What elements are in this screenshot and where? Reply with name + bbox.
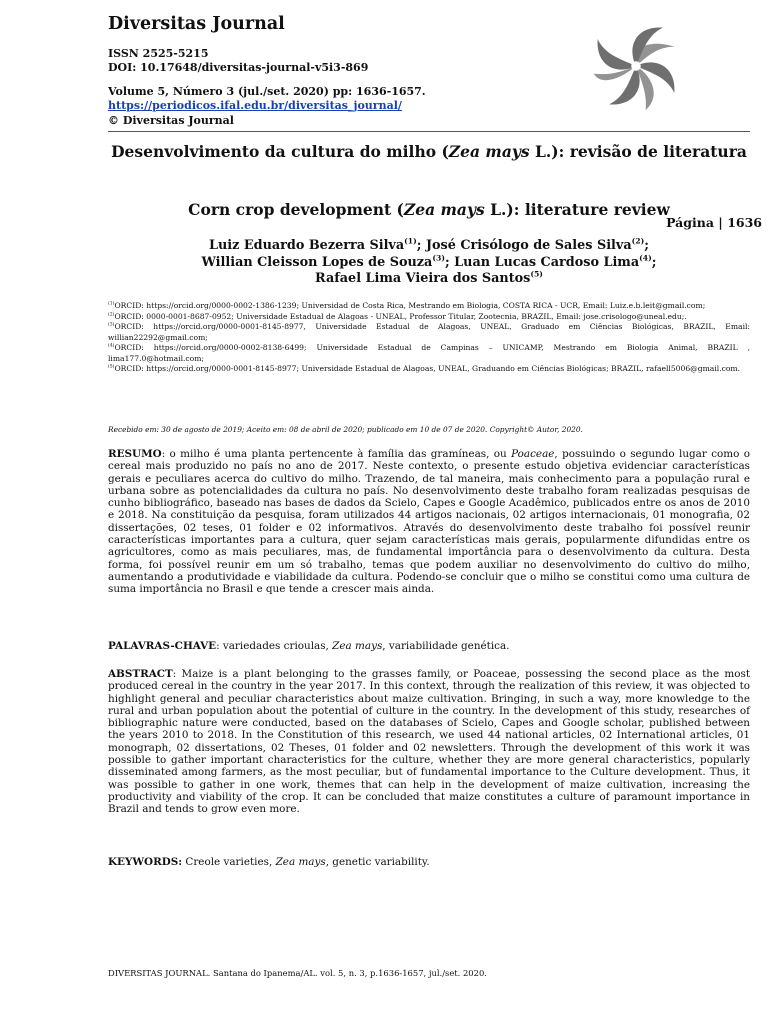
authors-line-1: Luiz Eduardo Bezerra Silva$^{(1)}$; José Crisólogo de Sales Silva$^{(2)}$; — [209, 236, 649, 253]
header-divider — [108, 131, 750, 132]
resumo-label: RESUMO — [108, 448, 162, 460]
resumo-paragraph: RESUMO: o milho é uma planta pertencente à família das gramíneas, ou Poaceae, possuindo o segundo lugar como o cereal mais produzido no país no ano de 2017. Neste contexto, o presente estudo objetiva evidenciar características gerais e peculiares acerca do cultivo do milho. Trazendo, de tal maneira, mais conhecimento para a população rural e urbana sobre as potencialidades da cultura no país. No desenvolvimento deste trabalho foram realizadas pesquisas de cunho bibliográfico, baseado nas bases de dados da Scielo, Capes e Google Acadêmico, publicados entre os anos de 2010 e 2018. Na constituição da pesquisa, foram utilizados 44 artigos nacionais, 02 artigos internacionais, 01 monografia, 02 dissertações, 02 teses, 01 folder e 02 informativos. Através do desenvolvimento deste trabalho foi possível reunir características importantes para a cultura, quer sejam características mais gerais, popularmente difundidas entre os agricultores, como as mais peculiares, mas, de fundamental importância para o desenvolvimento da cultura. Desta forma, foi possível reunir em um só trabalho, temas que podem auxiliar no desenvolvimento do cultivo do milho, aumentando a produtividade e viabilidade da cultura. Podendo-se concluir que o milho se constitui como uma cultura de suma importância no Brasil e que tende a crescer mais ainda. — [108, 448, 750, 596]
palavras-chave-label: PALAVRAS-CHAVE — [108, 640, 217, 652]
author-name: Willian Cleisson Lopes de Souza — [201, 255, 433, 270]
volume-info: Volume 5, Número 3 (jul./set. 2020) pp: 1636-1657. — [108, 85, 426, 98]
author-name: Luiz Eduardo Bezerra Silva — [209, 238, 405, 253]
author-name: Luan Lucas Cardoso Lima — [454, 255, 640, 270]
journal-url-link[interactable]: https://periodicos.ifal.edu.br/diversitas_journal/ — [108, 99, 402, 112]
issn: ISSN 2525-5215 — [108, 47, 209, 60]
affiliation-item: $^{(2)}$ORCID: 0000-0001-8687-0952; Universidade Estadual de Alagoas - UNEAL, Professor Titular, Zootecnia, BRAZIL, Email: jose.crisologo@uneal.edu;. — [108, 311, 687, 321]
keywords: KEYWORDS: Creole varieties, Zea mays, genetic variability. — [108, 856, 430, 868]
title-english: Corn crop development (Zea mays L.): literature review — [188, 200, 670, 219]
page-footer: DIVERSITAS JOURNAL. Santana do Ipanema/AL. vol. 5, n. 3, p.1636-1657, jul./set. 2020. — [108, 968, 487, 978]
copyright: © Diversitas Journal — [108, 114, 234, 127]
journal-url[interactable] — [108, 99, 402, 113]
author-affiliations — [108, 301, 750, 375]
title-portuguese: Desenvolvimento da cultura do milho (Zea mays L.): revisão de literatura — [111, 142, 747, 161]
journal-logo — [588, 18, 684, 114]
abstract-paragraph: ABSTRACT: Maize is a plant belonging to the grasses family, or Poaceae, possessing the second place as the most produced cereal in the country in the year 2017. In this context, through the realization of this review, it was objected to highlight general and peculiar characteristics about maize cultivation. Bringing, in such a way, more knowledge to the rural and urban population about the potential of culture in the country. In the development of this study, researches of bibliographic nature were conducted, based on the databases of Scielo, Capes and Google scholar, published between the years 2010 to 2018. In the Constitution of this research, we used 44 national articles, 02 International articles, 01 monograph, 02 dissertations, 02 Theses, 01 folder and 02 newsletters. Through the development of this work it was possible to gather important characteristics for the culture, whether they are more general characteristics, popularly disseminated among farmers, as the most peculiar, but of fundamental importance to the Culture development. Thus, it was possible to gather in one work, themes that can help in the development of maize cultivation, increasing the productivity and viability of the crop. It can be concluded that maize constitutes a culture of paramount importance in Brazil and tends to grow even more. — [108, 668, 750, 816]
received-dates: Recebido em: 30 de agosto de 2019; Aceito em: 08 de abril de 2020; publicado em 10 de 07 de 2020. Copyright© Autor, 2020. — [108, 425, 583, 434]
author-name: Rafael Lima Vieira dos Santos — [315, 271, 531, 286]
page-number: Página | 1636 — [666, 215, 762, 230]
authors-line-2: Willian Cleisson Lopes de Souza$^{(3)}$; Luan Lucas Cardoso Lima$^{(4)}$; — [201, 253, 657, 270]
affiliation-item: $^{(4)}$ORCID: https://orcid.org/0000-0002-8138-6499; Universidade Estadual de Campinas – UNICAMP, Mestrando em Biologia Animal, BRAZIL , lima177.0@hotmail.com; — [108, 343, 750, 363]
affiliation-item: $^{(5)}$ORCID: https://orcid.org/0000-0001-8145-8977; Universidade Estadual de Alagoas, UNEAL, Graduando em Ciências Biológicas; BRAZIL, rafaell5006@gmail.com. — [108, 364, 741, 373]
palavras-chave: PALAVRAS-CHAVE: variedades crioulas, Zea mays, variabilidade genética. — [108, 640, 510, 652]
doi: DOI: 10.17648/diversitas-journal-v5i3-869 — [108, 61, 369, 74]
affiliation-item: $^{(1)}$ORCID: https://orcid.org/0000-0002-1386-1239; Universidad de Costa Rica, Mestrando em Biologia, COSTA RICA - UCR, Email: Luiz.e.b.leit@gmail.com; — [108, 301, 706, 310]
journal-title: Diversitas Journal — [108, 14, 285, 34]
affiliation-item: $^{(3)}$ORCID: https://orcid.org/0000-0001-8145-8977, Universidade Estadual de Alagoas, UNEAL, Graduado em Ciências Biológicas, BRAZIL, Email: willian22292@gmail.com; — [108, 322, 750, 342]
author-name: José Crisólogo de Sales Silva — [425, 238, 632, 253]
abstract-label: ABSTRACT — [108, 668, 173, 680]
authors-line-3: Rafael Lima Vieira dos Santos$^{(5)}$ — [315, 269, 543, 286]
keywords-label: KEYWORDS: — [108, 856, 183, 868]
